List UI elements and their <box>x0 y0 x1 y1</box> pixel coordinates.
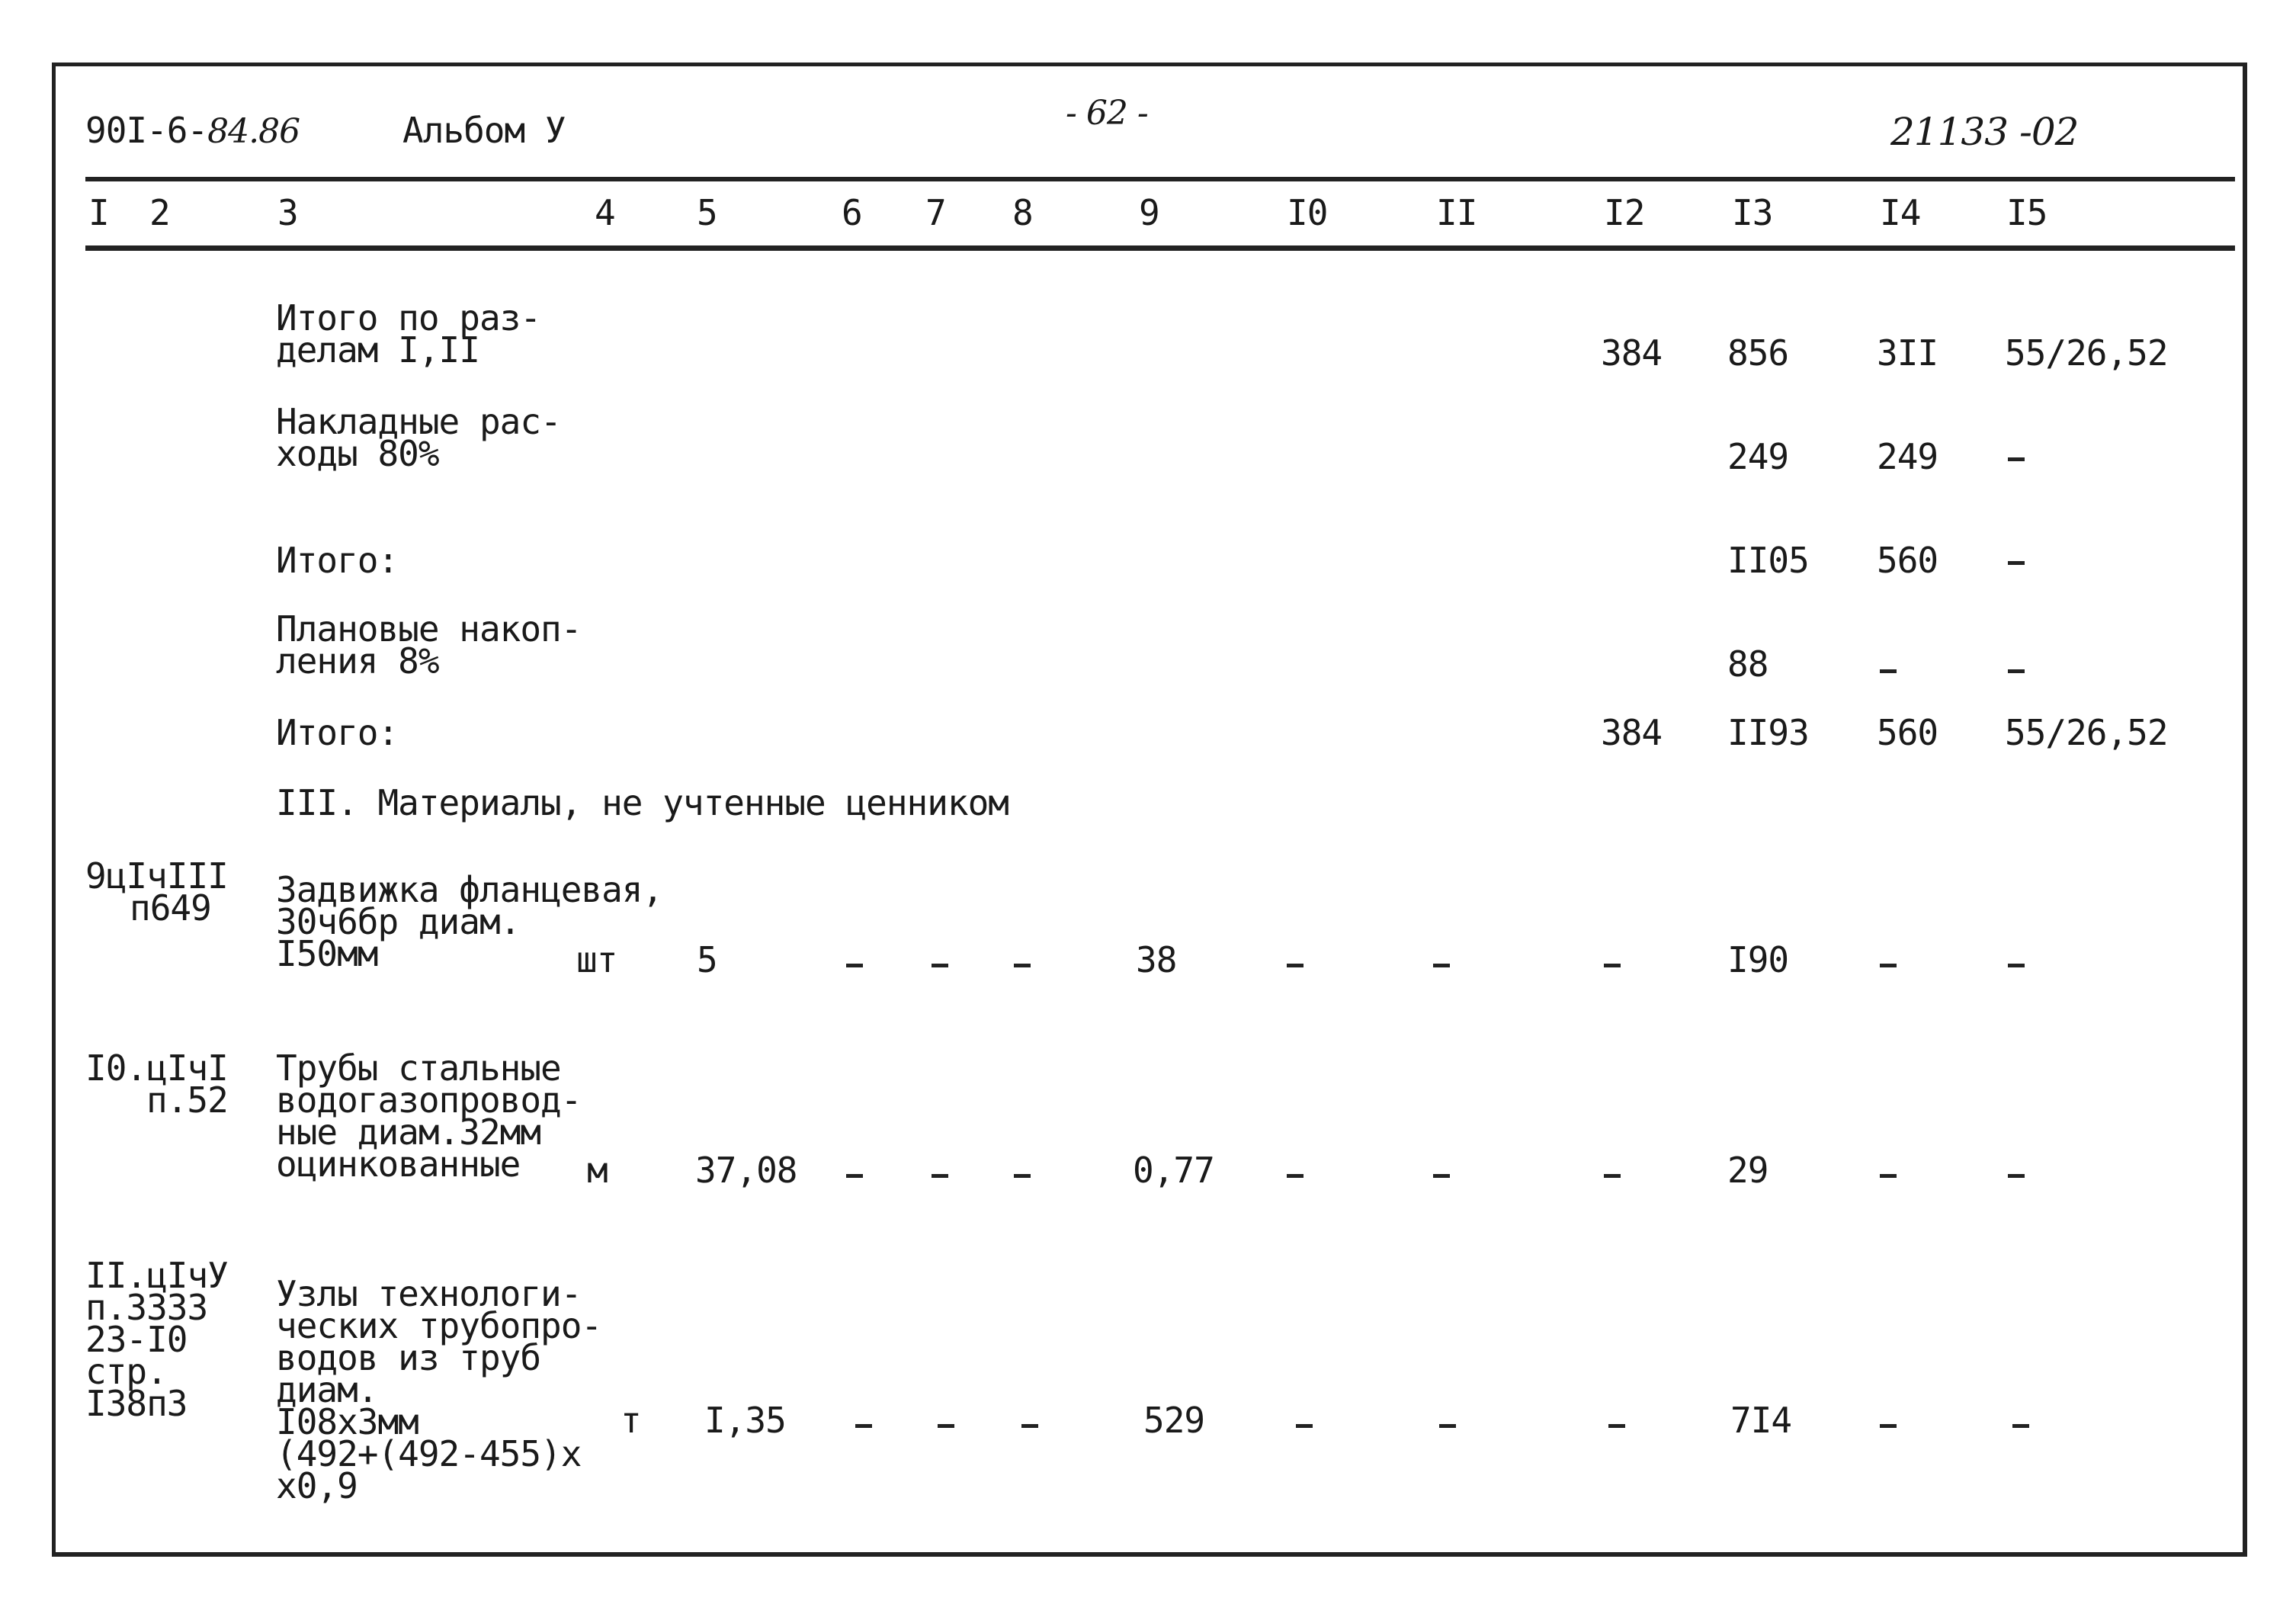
column-number: II <box>1436 192 1477 233</box>
reference-line: п649 <box>130 887 211 929</box>
cell-col-13: 249 <box>1727 436 1789 477</box>
empty-dash <box>1439 1424 1456 1428</box>
reference-line: 23-I0 <box>85 1319 188 1360</box>
column-number: 8 <box>1012 192 1033 233</box>
reference-line: п.52 <box>146 1079 228 1121</box>
column-number: 7 <box>925 192 946 233</box>
description-line: оцинкованные <box>276 1144 521 1185</box>
column-number: I0 <box>1287 192 1328 233</box>
column-number: I <box>88 192 109 233</box>
column-number: I4 <box>1880 192 1921 233</box>
document-code-handwritten: 84.86 <box>207 112 300 151</box>
empty-dash <box>2008 457 2025 461</box>
cell-col-13: II05 <box>1727 540 1809 581</box>
norm-reference <box>85 1255 228 1424</box>
unit: т <box>620 1400 641 1441</box>
description-line: х0,9 <box>276 1465 358 1506</box>
description-line: I08х3мм <box>276 1401 418 1442</box>
empty-dash <box>938 1424 954 1428</box>
column-number: I2 <box>1604 192 1645 233</box>
document-code <box>85 110 300 151</box>
column-number: 2 <box>149 192 170 233</box>
description-line: Задвижка фланцевая, <box>276 869 663 910</box>
column-number: 9 <box>1139 192 1159 233</box>
column-number: 3 <box>277 192 298 233</box>
empty-dash <box>1433 1174 1450 1178</box>
column-number: 4 <box>595 192 615 233</box>
material-description <box>276 1047 582 1185</box>
unit: м <box>587 1150 608 1191</box>
unit-price: 38 <box>1136 939 1177 980</box>
header-rule-top <box>85 177 2235 181</box>
cell-col-15: 55/26,52 <box>2005 712 2168 753</box>
empty-dash <box>1287 1174 1304 1178</box>
cell-col-14: 560 <box>1877 712 1938 753</box>
row-description <box>276 608 582 682</box>
empty-dash <box>2008 561 2025 565</box>
cell-col-13: 88 <box>1727 643 1768 685</box>
description-line: водогазопровод- <box>276 1079 582 1121</box>
column-number: 5 <box>697 192 717 233</box>
description-line: водов из труб <box>276 1337 541 1378</box>
reference-line: 9цIчIII <box>85 855 228 897</box>
material-description <box>276 1273 602 1506</box>
cell-col-14: 560 <box>1877 540 1938 581</box>
empty-dash <box>1014 964 1031 967</box>
description-line: Накладные рас- <box>276 401 561 442</box>
description-line: Трубы стальные <box>276 1047 561 1089</box>
album-label: Альбом У <box>402 110 566 151</box>
quantity: 37,08 <box>695 1150 797 1191</box>
empty-dash <box>2008 1174 2025 1178</box>
quantity: 5 <box>697 939 717 980</box>
column-number: 6 <box>842 192 862 233</box>
empty-dash <box>1880 964 1897 967</box>
column-number: I5 <box>2006 192 2047 233</box>
description-line: (492+(492-455)х <box>276 1433 582 1474</box>
empty-dash <box>1433 964 1450 967</box>
empty-dash <box>1604 1174 1621 1178</box>
row-description <box>276 297 541 371</box>
cell-col-14: 249 <box>1877 436 1938 477</box>
empty-dash <box>1880 669 1897 673</box>
empty-dash <box>846 1174 863 1178</box>
cell-col-12: 384 <box>1601 712 1663 753</box>
norm-reference <box>85 1047 228 1121</box>
empty-dash <box>932 1174 948 1178</box>
unit-price: 0,77 <box>1133 1150 1214 1191</box>
empty-dash <box>1880 1174 1897 1178</box>
reference-line: I38п3 <box>85 1383 188 1424</box>
description-line: ные диам.32мм <box>276 1112 541 1153</box>
quantity: I,35 <box>704 1400 786 1441</box>
cell-col-13: II93 <box>1727 712 1809 753</box>
cell-col-15: 55/26,52 <box>2005 332 2168 374</box>
section-heading: III. Материалы, не учтенные ценником <box>276 782 1009 823</box>
empty-dash <box>1604 964 1621 967</box>
description-line: Узлы технологи- <box>276 1273 582 1314</box>
description-line: I50мм <box>276 933 378 974</box>
empty-dash <box>2008 964 2025 967</box>
row-description: Итого: <box>276 712 399 753</box>
total-cost: I90 <box>1727 939 1789 980</box>
row-description <box>276 401 561 474</box>
cell-col-12: 384 <box>1601 332 1663 374</box>
total-cost: 7I4 <box>1730 1400 1792 1441</box>
reference-line: I0.цIчI <box>85 1047 228 1089</box>
cell-col-14: 3II <box>1877 332 1938 374</box>
unit-price: 529 <box>1143 1400 1205 1441</box>
column-number: I3 <box>1732 192 1773 233</box>
description-line: Плановые накоп- <box>276 608 582 650</box>
empty-dash <box>1296 1424 1313 1428</box>
empty-dash <box>1608 1424 1625 1428</box>
header-rule-bottom <box>85 245 2235 251</box>
norm-reference <box>85 855 228 929</box>
document-number: 21133 -02 <box>1890 110 2079 154</box>
empty-dash <box>1021 1424 1038 1428</box>
empty-dash <box>1287 964 1304 967</box>
empty-dash <box>932 964 948 967</box>
description-line: Итого по раз- <box>276 297 541 338</box>
reference-line: II.цIчУ <box>85 1255 228 1296</box>
total-cost: 29 <box>1727 1150 1768 1191</box>
empty-dash <box>2012 1424 2029 1428</box>
description-line: ходы 80% <box>276 433 439 474</box>
description-line: ческих трубопро- <box>276 1305 602 1346</box>
empty-dash <box>846 964 863 967</box>
empty-dash <box>1014 1174 1031 1178</box>
reference-line: стр. <box>85 1351 167 1392</box>
description-line: делам I,II <box>276 329 479 371</box>
document-code-printed: 90I-6- <box>85 110 208 151</box>
row-description: Итого: <box>276 540 399 581</box>
description-line: ления 8% <box>276 640 439 682</box>
page-number: - 62 - <box>1066 94 1148 133</box>
empty-dash <box>1880 1424 1897 1428</box>
reference-line: п.3333 <box>85 1287 208 1328</box>
unit: шт <box>576 939 617 980</box>
empty-dash <box>855 1424 872 1428</box>
description-line: диам. <box>276 1369 378 1410</box>
description-line: 30ч6бр диам. <box>276 901 521 942</box>
empty-dash <box>2008 669 2025 673</box>
cell-col-13: 856 <box>1727 332 1789 374</box>
